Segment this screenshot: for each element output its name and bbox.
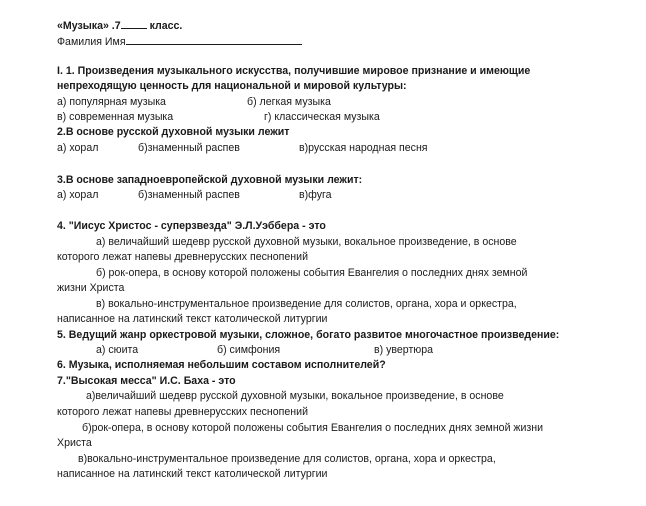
q6-text: 6. Музыка, исполняемая небольшим составом исполнителей? <box>57 359 386 371</box>
q1-option-b: б) легкая музыка <box>247 96 331 108</box>
worksheet-title <box>57 18 182 33</box>
grade-blank <box>121 18 147 29</box>
q7-option-b-line2: Христа <box>57 437 92 449</box>
q4-option-a-line1: а) величайший шедевр русской духовной музыки, вокальное произведение, в основе <box>96 236 517 248</box>
q7-text: 7."Высокая месса" И.С. Баха - это <box>57 375 236 387</box>
q1-option-d: г) классическая музыка <box>264 111 380 123</box>
title-suffix: класс. <box>146 20 183 32</box>
q4-option-b-line1: б) рок-опера, в основу которой положены события Евангелия о последних днях земной <box>96 267 528 279</box>
q1-option-c: в) современная музыка <box>57 111 174 123</box>
name-line <box>57 34 302 49</box>
q5-option-c: в) увертюра <box>374 344 434 356</box>
q1-text-line2: непреходящую ценность для национальной и мировой культуры: <box>57 80 407 92</box>
q7-option-a-line1: а)величайший шедевр русской духовной музыки, вокальное произведение, в основе <box>86 390 504 402</box>
name-label: Фамилия Имя <box>57 36 126 48</box>
q4-option-c-line2: написанное на латинский текст католической литургии <box>57 313 328 325</box>
q3-option-c: в)фуга <box>299 189 332 201</box>
q1-text-line1: I. 1. Произведения музыкального искусства, получившие мировое признание и имеющие <box>57 65 531 77</box>
q2-option-b: б)знаменный распев <box>138 142 240 154</box>
q5-text: 5. Ведущий жанр оркестровой музыки, сложное, богато развитое многочастное произведение: <box>57 329 560 341</box>
q4-option-b-line2: жизни Христа <box>57 282 125 294</box>
q2-text: 2.В основе русской духовной музыки лежит <box>57 126 290 138</box>
q5-option-b: б) симфония <box>217 344 281 356</box>
q2-option-c: в)русская народная песня <box>299 142 428 154</box>
q7-option-b-line1: б)рок-опера, в основу которой положены события Евангелия о последних днях земной жизни <box>82 422 544 434</box>
q5-option-a: а) сюита <box>96 344 139 356</box>
q4-option-c-line1: в) вокально-инструментальное произведение для солистов, органа, хора и оркестра, <box>96 298 517 310</box>
q1-option-a: а) популярная музыка <box>57 96 166 108</box>
q3-text: 3.В основе западноевропейской духовной музыки лежит: <box>57 174 363 186</box>
q7-option-c-line1: в)вокально-инструментальное произведение для солистов, органа, хора и оркестра, <box>78 453 496 465</box>
q7-option-a-line2: которого лежат напевы древнерусских песнопений <box>57 406 308 418</box>
q7-option-c-line2: написанное на латинский текст католической литургии <box>57 468 328 480</box>
q3-option-a: а) хорал <box>57 189 99 201</box>
title-prefix: «Музыка» .7 <box>57 20 121 32</box>
q2-option-a: а) хорал <box>57 142 99 154</box>
q4-option-a-line2: которого лежат напевы древнерусских песнопений <box>57 251 308 263</box>
name-blank <box>126 34 302 45</box>
q3-option-b: б)знаменный распев <box>138 189 240 201</box>
q4-text: 4. "Иисус Христос - суперзвезда" Э.Л.Уэббера - это <box>57 220 326 232</box>
